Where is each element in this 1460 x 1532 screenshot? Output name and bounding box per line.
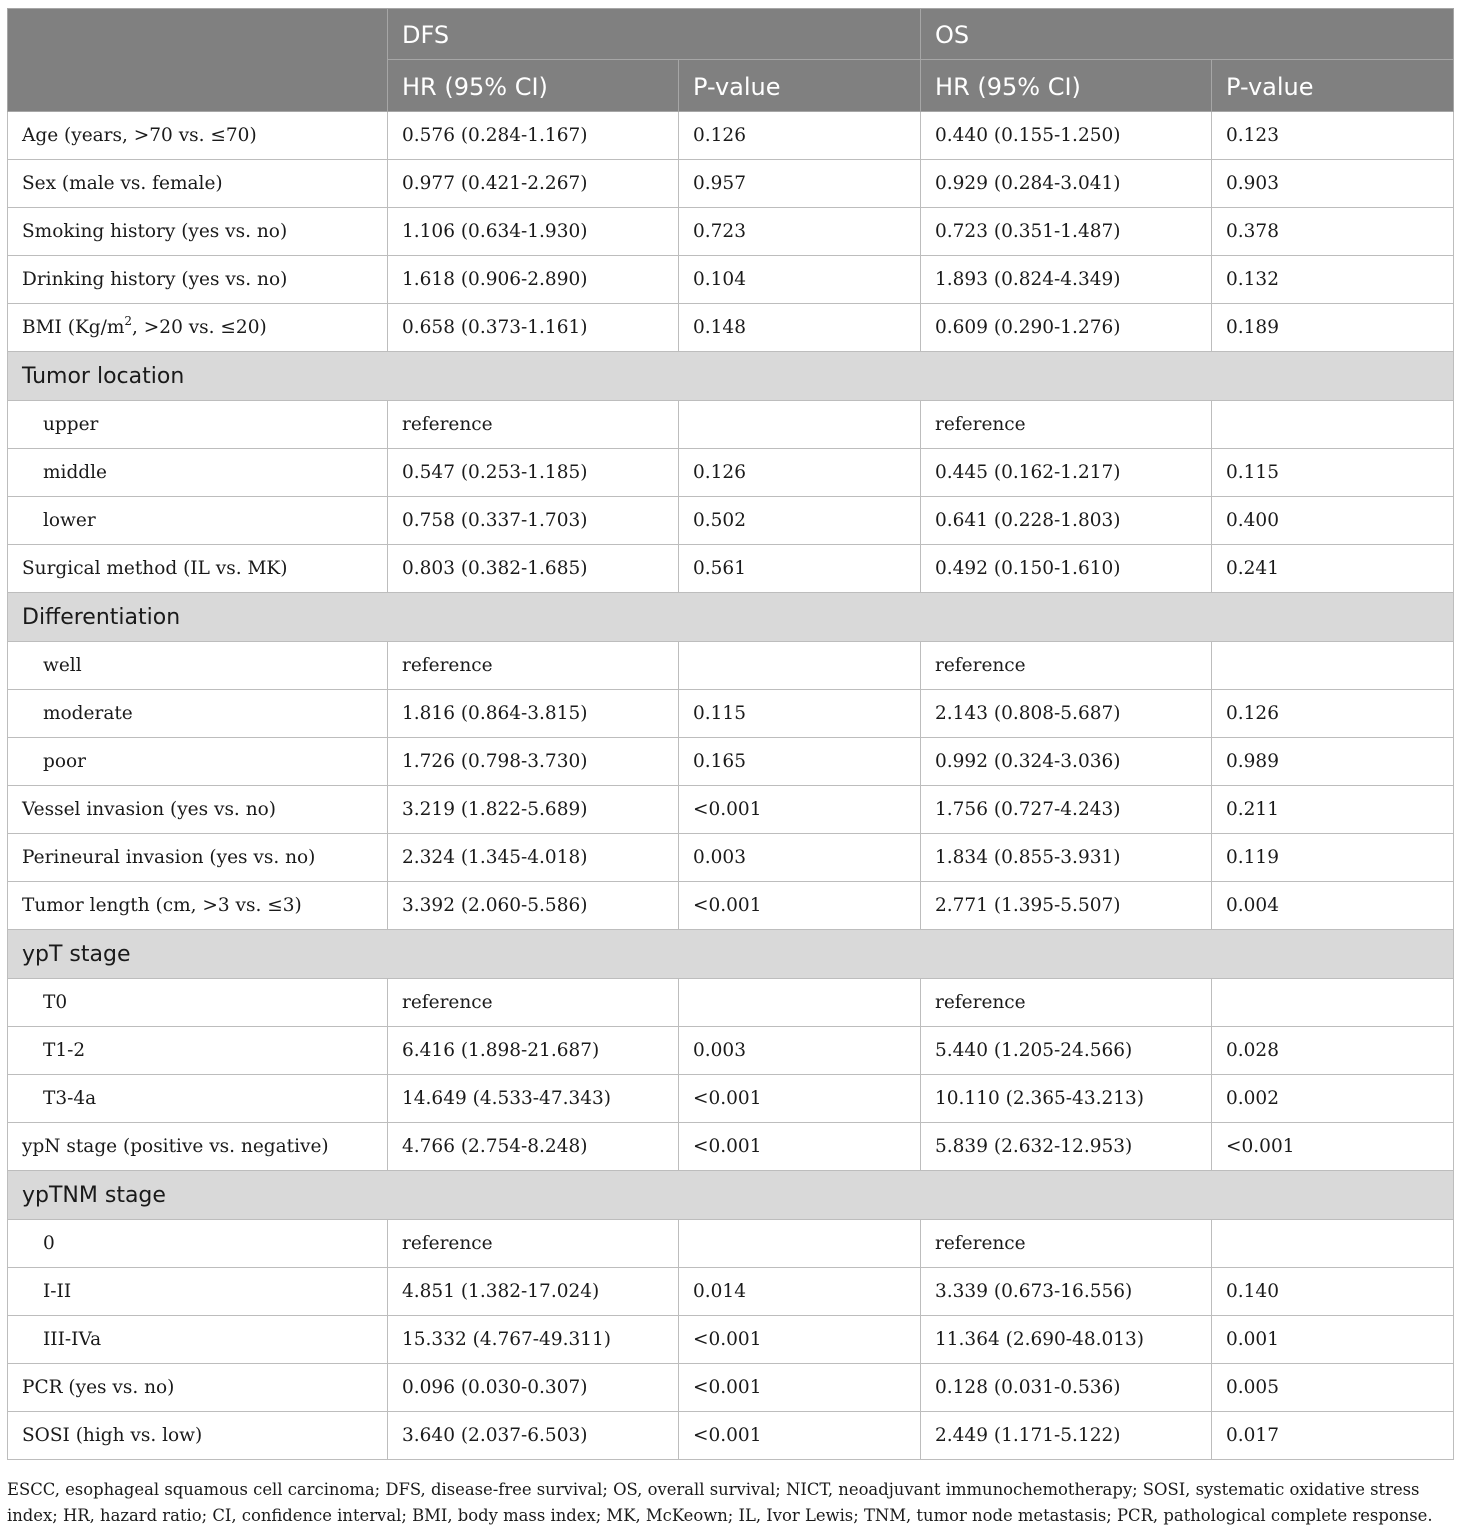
os-hr-cell: 0.445 (0.162-1.217) xyxy=(921,449,1212,497)
table-row xyxy=(8,1412,1454,1460)
dfs-pvalue-cell: 0.148 xyxy=(679,304,921,352)
dfs-hr-cell: 4.851 (1.382-17.024) xyxy=(388,1268,679,1316)
dfs-pvalue-cell: <0.001 xyxy=(679,1316,921,1364)
dfs-pvalue-cell: <0.001 xyxy=(679,1364,921,1412)
table-row xyxy=(8,979,1454,1027)
os-pvalue-cell: <0.001 xyxy=(1212,1123,1454,1171)
header-dfs-pvalue: P-value xyxy=(679,60,921,112)
table-row xyxy=(8,786,1454,834)
table-row xyxy=(8,1123,1454,1171)
table-row xyxy=(8,1220,1454,1268)
os-hr-cell: 5.839 (2.632-12.953) xyxy=(921,1123,1212,1171)
variable-label: Perineural invasion (yes vs. no) xyxy=(8,834,388,882)
os-hr-cell: 0.440 (0.155-1.250) xyxy=(921,112,1212,160)
table-row xyxy=(8,1364,1454,1412)
os-hr-cell: 10.110 (2.365-43.213) xyxy=(921,1075,1212,1123)
dfs-pvalue-cell: 0.723 xyxy=(679,208,921,256)
table-header xyxy=(8,9,1454,112)
table-row xyxy=(8,690,1454,738)
os-pvalue-cell: 0.115 xyxy=(1212,449,1454,497)
section-row xyxy=(8,352,1454,401)
dfs-pvalue-cell: 0.003 xyxy=(679,1027,921,1075)
header-os-hr: HR (95% CI) xyxy=(921,60,1212,112)
dfs-pvalue-cell: <0.001 xyxy=(679,882,921,930)
dfs-pvalue-cell: 0.014 xyxy=(679,1268,921,1316)
variable-label: Vessel invasion (yes vs. no) xyxy=(8,786,388,834)
dfs-pvalue-cell: 0.165 xyxy=(679,738,921,786)
table-row xyxy=(8,304,1454,352)
dfs-pvalue-cell: <0.001 xyxy=(679,1123,921,1171)
dfs-pvalue-cell xyxy=(679,401,921,449)
dfs-hr-cell: 3.640 (2.037-6.503) xyxy=(388,1412,679,1460)
variable-label: T1-2 xyxy=(8,1027,388,1075)
variable-label: well xyxy=(8,642,388,690)
section-label: Differentiation xyxy=(8,593,1454,642)
dfs-hr-cell: 4.766 (2.754-8.248) xyxy=(388,1123,679,1171)
variable-label: Sex (male vs. female) xyxy=(8,160,388,208)
os-hr-cell: reference xyxy=(921,401,1212,449)
dfs-pvalue-cell xyxy=(679,1220,921,1268)
os-hr-cell: 0.128 (0.031-0.536) xyxy=(921,1364,1212,1412)
dfs-hr-cell: 0.547 (0.253-1.185) xyxy=(388,449,679,497)
table-row xyxy=(8,642,1454,690)
section-row xyxy=(8,930,1454,979)
os-pvalue-cell xyxy=(1212,1220,1454,1268)
os-pvalue-cell: 0.400 xyxy=(1212,497,1454,545)
table-row xyxy=(8,545,1454,593)
variable-label-text-after: , >20 vs. ≤20) xyxy=(132,317,267,338)
table-row xyxy=(8,256,1454,304)
variable-label: Tumor length (cm, >3 vs. ≤3) xyxy=(8,882,388,930)
os-pvalue-cell: 0.004 xyxy=(1212,882,1454,930)
os-hr-cell: 0.992 (0.324-3.036) xyxy=(921,738,1212,786)
dfs-pvalue-cell: 0.126 xyxy=(679,112,921,160)
variable-label-text: BMI (Kg/m xyxy=(22,317,125,338)
os-hr-cell: 0.492 (0.150-1.610) xyxy=(921,545,1212,593)
os-hr-cell: reference xyxy=(921,979,1212,1027)
table-footnote: ESCC, esophageal squamous cell carcinoma; DFS, disease-free survival; OS, overall survival; NICT, neoadjuvant immunochemotherapy; SOSI, systematic oxidative stress index; HR, hazard ratio; CI, confidence interval; BMI, body mass index; MK, McKeown; IL, Ivor Lewis; TNM, tumor node metastasis; PCR, pathological complete response. xyxy=(7,1480,1433,1525)
os-hr-cell: 1.893 (0.824-4.349) xyxy=(921,256,1212,304)
os-pvalue-cell: 0.211 xyxy=(1212,786,1454,834)
dfs-pvalue-cell: 0.126 xyxy=(679,449,921,497)
dfs-hr-cell: 14.649 (4.533-47.343) xyxy=(388,1075,679,1123)
dfs-pvalue-cell: 0.003 xyxy=(679,834,921,882)
variable-label: Surgical method (IL vs. MK) xyxy=(8,545,388,593)
os-pvalue-cell: 0.140 xyxy=(1212,1268,1454,1316)
table-row xyxy=(8,834,1454,882)
header-os-pvalue: P-value xyxy=(1212,60,1454,112)
os-hr-cell: 2.771 (1.395-5.507) xyxy=(921,882,1212,930)
dfs-hr-cell: 15.332 (4.767-49.311) xyxy=(388,1316,679,1364)
dfs-pvalue-cell: 0.115 xyxy=(679,690,921,738)
os-hr-cell: 2.449 (1.171-5.122) xyxy=(921,1412,1212,1460)
os-pvalue-cell: 0.989 xyxy=(1212,738,1454,786)
dfs-pvalue-cell: 0.104 xyxy=(679,256,921,304)
table-row xyxy=(8,738,1454,786)
variable-label: SOSI (high vs. low) xyxy=(8,1412,388,1460)
dfs-hr-cell: 0.803 (0.382-1.685) xyxy=(388,545,679,593)
dfs-hr-cell: 1.106 (0.634-1.930) xyxy=(388,208,679,256)
os-pvalue-cell xyxy=(1212,642,1454,690)
dfs-hr-cell: reference xyxy=(388,1220,679,1268)
os-pvalue-cell: 0.126 xyxy=(1212,690,1454,738)
os-pvalue-cell: 0.002 xyxy=(1212,1075,1454,1123)
os-pvalue-cell: 0.132 xyxy=(1212,256,1454,304)
os-pvalue-cell: 0.378 xyxy=(1212,208,1454,256)
dfs-hr-cell: 0.576 (0.284-1.167) xyxy=(388,112,679,160)
os-pvalue-cell: 0.123 xyxy=(1212,112,1454,160)
table-body xyxy=(8,112,1454,1460)
dfs-hr-cell: 1.726 (0.798-3.730) xyxy=(388,738,679,786)
dfs-hr-cell: 0.096 (0.030-0.307) xyxy=(388,1364,679,1412)
table-row xyxy=(8,208,1454,256)
table-row xyxy=(8,401,1454,449)
variable-label: lower xyxy=(8,497,388,545)
variable-label-superscript: 2 xyxy=(124,314,133,328)
header-row-groups xyxy=(8,9,1454,60)
variable-label: Age (years, >70 vs. ≤70) xyxy=(8,112,388,160)
os-hr-cell: 2.143 (0.808-5.687) xyxy=(921,690,1212,738)
dfs-hr-cell: 0.758 (0.337-1.703) xyxy=(388,497,679,545)
variable-label: T3-4a xyxy=(8,1075,388,1123)
variable-label xyxy=(8,304,388,352)
os-hr-cell: 3.339 (0.673-16.556) xyxy=(921,1268,1212,1316)
header-dfs-hr: HR (95% CI) xyxy=(388,60,679,112)
variable-label: ypN stage (positive vs. negative) xyxy=(8,1123,388,1171)
os-hr-cell: reference xyxy=(921,1220,1212,1268)
section-label: Tumor location xyxy=(8,352,1454,401)
table-row xyxy=(8,160,1454,208)
table-row xyxy=(8,1268,1454,1316)
dfs-pvalue-cell xyxy=(679,642,921,690)
dfs-hr-cell: 0.658 (0.373-1.161) xyxy=(388,304,679,352)
header-os: OS xyxy=(921,9,1454,60)
os-pvalue-cell: 0.028 xyxy=(1212,1027,1454,1075)
dfs-hr-cell: reference xyxy=(388,401,679,449)
os-pvalue-cell: 0.001 xyxy=(1212,1316,1454,1364)
variable-label: III-IVa xyxy=(8,1316,388,1364)
os-pvalue-cell: 0.005 xyxy=(1212,1364,1454,1412)
os-hr-cell: 5.440 (1.205-24.566) xyxy=(921,1027,1212,1075)
dfs-pvalue-cell: <0.001 xyxy=(679,1075,921,1123)
dfs-pvalue-cell: <0.001 xyxy=(679,1412,921,1460)
variable-label: Drinking history (yes vs. no) xyxy=(8,256,388,304)
dfs-hr-cell: 2.324 (1.345-4.018) xyxy=(388,834,679,882)
os-hr-cell: reference xyxy=(921,642,1212,690)
dfs-hr-cell: 6.416 (1.898-21.687) xyxy=(388,1027,679,1075)
os-pvalue-cell: 0.189 xyxy=(1212,304,1454,352)
results-table xyxy=(7,8,1454,1460)
os-hr-cell: 1.834 (0.855-3.931) xyxy=(921,834,1212,882)
table-row xyxy=(8,449,1454,497)
table-row xyxy=(8,497,1454,545)
variable-label: poor xyxy=(8,738,388,786)
os-pvalue-cell: 0.903 xyxy=(1212,160,1454,208)
variable-label: PCR (yes vs. no) xyxy=(8,1364,388,1412)
dfs-pvalue-cell: 0.502 xyxy=(679,497,921,545)
header-empty-cell xyxy=(8,9,388,112)
dfs-hr-cell: reference xyxy=(388,979,679,1027)
os-hr-cell: 0.641 (0.228-1.803) xyxy=(921,497,1212,545)
os-pvalue-cell xyxy=(1212,979,1454,1027)
os-pvalue-cell xyxy=(1212,401,1454,449)
variable-label: I-II xyxy=(8,1268,388,1316)
variable-label: upper xyxy=(8,401,388,449)
table-row xyxy=(8,1075,1454,1123)
os-hr-cell: 0.723 (0.351-1.487) xyxy=(921,208,1212,256)
dfs-pvalue-cell: 0.561 xyxy=(679,545,921,593)
os-hr-cell: 1.756 (0.727-4.243) xyxy=(921,786,1212,834)
variable-label: middle xyxy=(8,449,388,497)
section-row xyxy=(8,593,1454,642)
os-hr-cell: 0.929 (0.284-3.041) xyxy=(921,160,1212,208)
table-row xyxy=(8,1027,1454,1075)
os-hr-cell: 0.609 (0.290-1.276) xyxy=(921,304,1212,352)
dfs-hr-cell: 0.977 (0.421-2.267) xyxy=(388,160,679,208)
variable-label: 0 xyxy=(8,1220,388,1268)
table-row xyxy=(8,1316,1454,1364)
os-pvalue-cell: 0.119 xyxy=(1212,834,1454,882)
header-dfs: DFS xyxy=(388,9,921,60)
dfs-pvalue-cell xyxy=(679,979,921,1027)
variable-label: Smoking history (yes vs. no) xyxy=(8,208,388,256)
os-hr-cell: 11.364 (2.690-48.013) xyxy=(921,1316,1212,1364)
table-row xyxy=(8,882,1454,930)
os-pvalue-cell: 0.017 xyxy=(1212,1412,1454,1460)
variable-label: T0 xyxy=(8,979,388,1027)
dfs-hr-cell: 1.618 (0.906-2.890) xyxy=(388,256,679,304)
dfs-hr-cell: 3.392 (2.060-5.586) xyxy=(388,882,679,930)
table-row xyxy=(8,112,1454,160)
dfs-pvalue-cell: 0.957 xyxy=(679,160,921,208)
dfs-hr-cell: 1.816 (0.864-3.815) xyxy=(388,690,679,738)
dfs-pvalue-cell: <0.001 xyxy=(679,786,921,834)
dfs-hr-cell: reference xyxy=(388,642,679,690)
section-row xyxy=(8,1171,1454,1220)
variable-label: moderate xyxy=(8,690,388,738)
section-label: ypTNM stage xyxy=(8,1171,1454,1220)
os-pvalue-cell: 0.241 xyxy=(1212,545,1454,593)
dfs-hr-cell: 3.219 (1.822-5.689) xyxy=(388,786,679,834)
section-label: ypT stage xyxy=(8,930,1454,979)
